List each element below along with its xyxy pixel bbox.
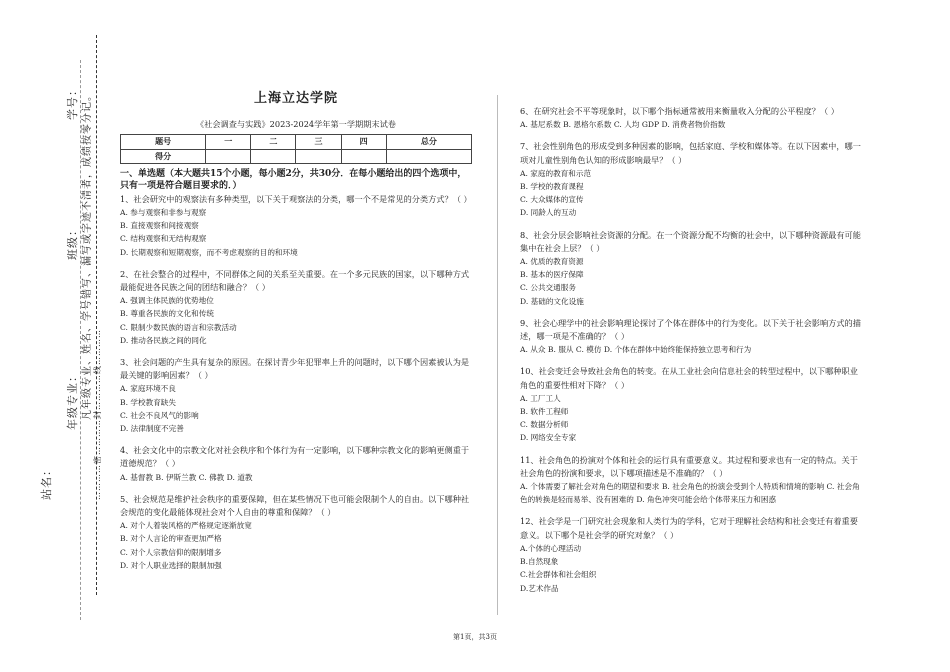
question-item [120,193,472,259]
question-option: A. 优质的教育资源 [520,257,584,267]
question-stem: 5、社会规范是维护社会秩序的重要保障，但在某些情况下也可能会限制个人的自由。以下哪种社会规范的变化最能体现社会对个人自由的尊重和保障？（ ） [120,493,470,518]
score-table-header-row [121,135,472,149]
section-title: 一、单选题（本大题共15个小题，每小题2分，共30分．在每小题给出的四个选项中，只有一项是符合题目要求的．） [120,168,467,191]
question-option: B. 学校教育缺失 [120,397,176,407]
question-stem: 7、社会性别角色的形成受到多种因素的影响，包括家庭、学校和媒体等。在以下因素中，哪一项对儿童性别角色认知的形成影响最早？（ ） [520,141,861,165]
question-option: D. 同龄人的互动 [520,208,577,218]
question-option: C. 大众媒体的宣传 [520,195,584,205]
question-option: C. 结构观察和无结构观察 [120,234,207,244]
question-item [520,365,865,444]
score-cell: 题号 [121,135,206,149]
question-option: A. 基尼系数 B. 恩格尔系数 C. 人均 GDP D. 消费者物价指数 [520,120,726,130]
score-cell: 得分 [121,149,206,163]
binding-dash-line-1 [96,35,97,595]
student-id-label: 学号： [66,84,79,120]
question-item [120,268,472,347]
score-cell[interactable] [206,149,251,163]
question-stem: 4、社会文化中的宗教文化对社会秩序和个体行为有一定影响，以下哪种宗教文化的影响更侧重于道德规范？（ ） [120,445,470,469]
score-cell: 四 [341,135,386,149]
score-cell[interactable] [296,149,341,163]
question-stem: 2、在社会整合的过程中，不同群体之间的关系至关重要。在一个多元民族的国家，以下哪种方式最能促进各民族之间的团结和融合？（ ） [120,268,470,293]
right-column [520,105,865,604]
score-cell: 三 [296,135,341,149]
question-option: D.艺术作品 [520,583,559,593]
question-item [520,105,865,131]
score-cell[interactable] [341,149,386,163]
question-option: B. 直接观察和间接观察 [120,221,199,231]
question-item [520,229,865,308]
question-option: B. 软件工程师 [520,407,569,417]
class-label: 班级： [66,224,79,260]
question-item [520,317,865,357]
question-option: A. 工厂工人 [520,393,561,403]
question-option: B. 尊重各民族的文化和传统 [120,309,214,319]
question-item [520,140,865,219]
major-label: 年级专业： [66,370,79,430]
column-divider [497,95,498,615]
question-option: B. 基本的医疗保障 [520,270,584,280]
question-stem: 1、社会研究中的观察法有多种类型，以下关于观察法的分类，哪一个不是常见的分类方式？（ ） [120,193,472,204]
question-item [520,515,865,594]
question-option: A. 从众 B. 服从 C. 模仿 D. 个体在群体中始终能保持独立思考和行为 [520,345,752,355]
exam-title: 《社会调查与实践》2023-2024学年第一学期期末试卷 [195,119,396,130]
question-option: D. 法律制度不完善 [120,424,184,434]
school-label: 站名： [40,464,53,500]
question-option: A. 参与观察和非参与观察 [120,208,207,218]
score-table [120,134,472,163]
question-option: C. 对个人宗教信仰的限制增多 [120,547,222,557]
question-stem: 12、社会学是一门研究社会现象和人类行为的学科，它对于理解社会结构和社会变迁有着重要意义。以下哪个是社会学的研究对象？（ ） [520,516,858,540]
question-option: B. 对个人言论的审查更加严格 [120,534,222,544]
question-option: D. 基础的文化设施 [520,296,584,306]
question-item [120,356,472,435]
question-option: A. 强调主体民族的优势地位 [120,296,214,306]
question-option: A. 个体需要了解社会对角色的期望和要求 B. 社会角色的扮演会受到个人特质和情境的影响 C. 社会角色的转换是轻而易举、没有困难的 D. 角色冲突可能会给个体带来压力和困惑 [520,482,860,505]
question-item [120,444,472,484]
question-option: A. 家庭的教育和示范 [520,168,592,178]
question-option: B. 学校的教育课程 [520,182,584,192]
question-stem: 11、社会角色的扮演对个体和社会的运行具有重要意义。其过程和要求也有一定的特点。关于社会角色的扮演和要求，以下哪项描述是不准确的？（ ） [520,454,858,478]
question-option: A.个体的心理活动 [520,543,582,553]
question-option: A. 对个人着装风格的严格规定逐渐放宽 [120,521,252,531]
seal-line-text: …………密…………封…………线………… [93,329,102,500]
left-column [120,92,472,581]
score-cell[interactable] [386,149,471,163]
question-item [520,454,865,507]
right-question-list [520,105,865,595]
question-option: D. 推动各民族之间的同化 [120,335,207,345]
question-option: D. 网络安全专家 [520,433,577,443]
page-footer: 第1页，共3页 [453,633,497,641]
left-question-list [120,193,472,572]
score-cell: 二 [251,135,296,149]
question-option: A. 家庭环境不良 [120,384,176,394]
warning-text: 凡年级专业、姓名、学号错写、漏写或字迹不清者，成绩按零分记。 [82,90,93,420]
question-option: C. 限制少数民族的语言和宗教活动 [120,322,237,332]
question-stem: 9、社会心理学中的社会影响理论探讨了个体在群体中的行为变化。以下关于社会影响方式的描述，哪一项是不准确的？（ ） [520,317,861,342]
score-cell: 总分 [386,135,471,149]
question-option: C. 公共交通服务 [520,283,576,293]
question-stem: 3、社会问题的产生具有复杂的原因。在探讨青少年犯罪率上升的问题时，以下哪个因素被认为是最关键的影响因素？（ ） [120,357,470,381]
question-option: C.社会群体和社会组织 [520,570,597,580]
question-stem: 6、在研究社会不平等现象时，以下哪个指标通常被用来衡量收入分配的公平程度？（ ） [520,106,839,116]
question-option: D. 长期观察和短期观察，而不考虑观察的目的和环境 [120,247,298,257]
score-table-score-row [121,149,472,163]
score-cell[interactable] [251,149,296,163]
question-option: A. 基督教 B. 伊斯兰教 C. 佛教 D. 道教 [120,472,253,482]
question-option: D. 对个人职业选择的限制加强 [120,560,222,570]
question-option: C. 数据分析师 [520,420,569,430]
question-item [120,493,472,572]
question-stem: 10、社会变迁会导致社会角色的转变。在从工业社会向信息社会的转型过程中，以下哪种职业角色的重要性相对下降？（ ） [520,366,858,390]
question-option: B.自然现象 [520,557,559,567]
question-option: C. 社会不良风气的影响 [120,410,199,420]
school-name: 上海立达学院 [253,91,338,106]
score-cell: 一 [206,135,251,149]
question-stem: 8、社会分层会影响社会资源的分配。在一个资源分配不均衡的社会中，以下哪种资源最有可能集中在社会上层？（ ） [520,229,861,253]
